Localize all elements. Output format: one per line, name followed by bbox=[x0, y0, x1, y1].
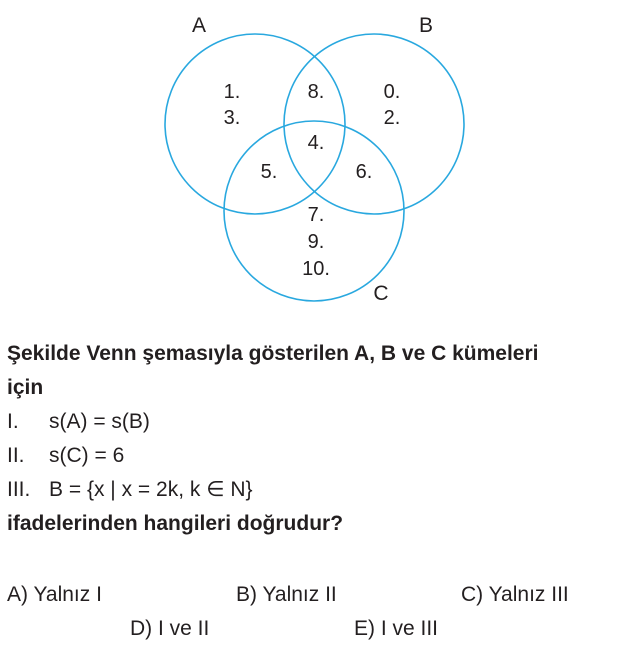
circle-b bbox=[284, 34, 464, 214]
option-e[interactable]: E) I ve III bbox=[354, 617, 439, 640]
circle-a bbox=[165, 34, 345, 214]
element-b-only: 2. bbox=[383, 107, 401, 129]
statement-text: s(C) = 6 bbox=[49, 444, 125, 467]
element-c-only: 10. bbox=[302, 258, 330, 280]
element-bc: 6. bbox=[355, 161, 373, 183]
option-c[interactable]: C) Yalnız III bbox=[461, 583, 569, 606]
statement-3 bbox=[7, 473, 253, 507]
element-abc: 4. bbox=[307, 132, 325, 154]
set-label-b: B bbox=[418, 14, 434, 37]
set-label-a: A bbox=[191, 14, 207, 37]
statement-text: B = {x | x = 2k, k ∈ N} bbox=[49, 478, 253, 501]
statement-1 bbox=[7, 405, 150, 439]
option-a[interactable]: A) Yalnız I bbox=[7, 583, 102, 606]
element-b-only: 0. bbox=[383, 81, 401, 103]
statement-2 bbox=[7, 439, 124, 473]
element-c-only: 9. bbox=[307, 231, 325, 253]
set-label-c: C bbox=[373, 282, 389, 305]
element-a-only: 1. bbox=[223, 81, 241, 103]
question-prompt: ifadelerinden hangileri doğrudur? bbox=[7, 512, 344, 535]
element-ab: 8. bbox=[307, 81, 325, 103]
statement-text: s(A) = s(B) bbox=[49, 410, 150, 433]
question-line-2: için bbox=[7, 376, 44, 399]
element-a-only: 3. bbox=[223, 107, 241, 129]
option-d[interactable]: D) I ve II bbox=[130, 617, 210, 640]
element-c-only: 7. bbox=[307, 204, 325, 226]
venn-diagram bbox=[0, 0, 629, 310]
question-line-1: Şekilde Venn şemasıyla gösterilen A, B ve C kümeleri bbox=[7, 342, 539, 365]
statement-numeral: III. bbox=[7, 478, 31, 501]
statement-numeral: II. bbox=[7, 444, 25, 467]
statement-numeral: I. bbox=[7, 410, 19, 433]
option-b[interactable]: B) Yalnız II bbox=[236, 583, 337, 606]
element-ac: 5. bbox=[260, 161, 278, 183]
